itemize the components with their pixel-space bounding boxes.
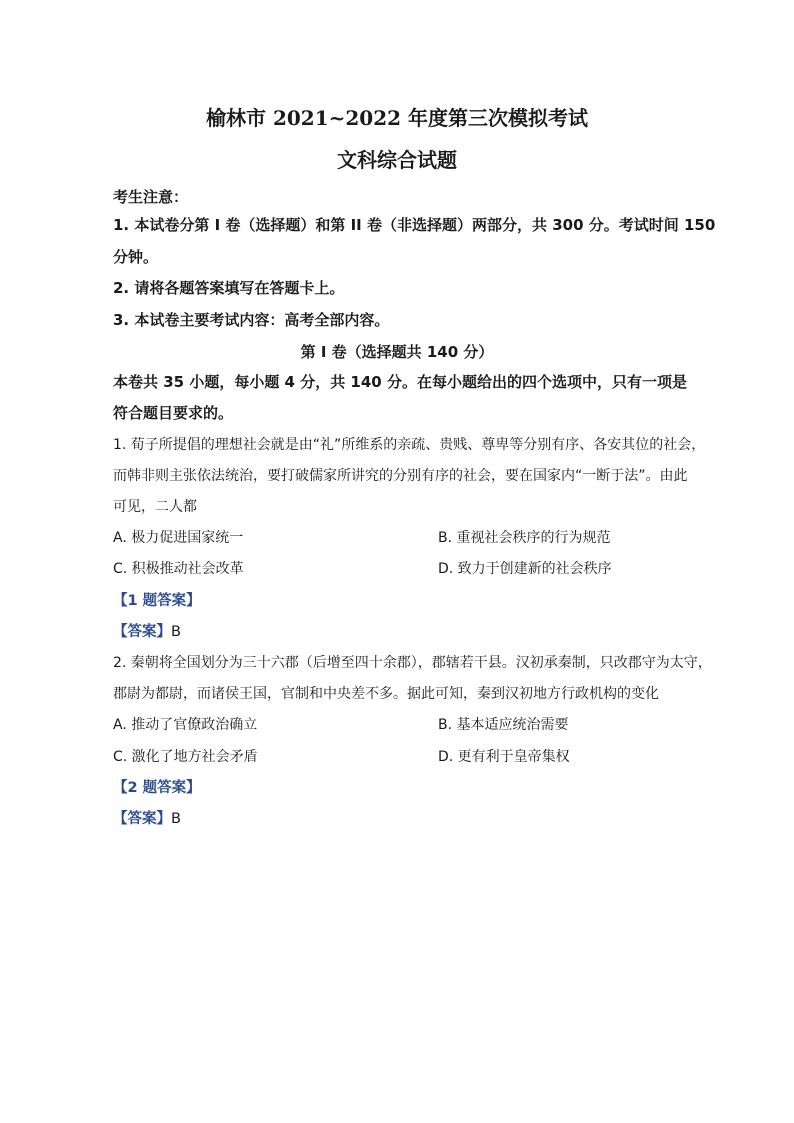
answer-tag-text: 【1 题答案】 bbox=[113, 593, 201, 609]
answer-label: 【答案】 bbox=[113, 811, 171, 827]
page-title: 榆林市 2021~2022 年度第三次模拟考试 bbox=[205, 106, 588, 130]
question-2-option-d: D. 更有利于皇帝集权 bbox=[438, 749, 570, 765]
question-2-answer bbox=[113, 808, 181, 830]
question-2-stem-line-2: 郡尉为都尉，而诸侯王国，官制和中央差不多。据此可知，秦到汉初地方行政机构的变化 bbox=[113, 686, 659, 702]
question-1-option-d: D. 致力于创建新的社会秩序 bbox=[438, 561, 612, 577]
question-1-stem-line-1: 1. 荀子所提倡的理想社会就是由“礼”所维系的亲疏、贵贱、尊卑等分别有序、各安其位的社会， bbox=[113, 437, 706, 453]
question-2-option-c: C. 激化了地方社会矛盾 bbox=[113, 749, 258, 765]
question-1-stem-line-3: 可见，二人都 bbox=[113, 499, 197, 515]
question-2-stem-line-1: 2. 秦朝将全国划分为三十六郡（后增至四十余郡），郡辖若干县。汉初承秦制，只改郡守为太守， bbox=[113, 655, 712, 671]
question-1-answer-tag bbox=[113, 590, 201, 612]
answer-value: B bbox=[171, 811, 181, 827]
question-2-answer-tag bbox=[113, 777, 201, 799]
page-subtitle: 文科综合试题 bbox=[337, 148, 457, 172]
notice-item-1: 1. 本试卷分第 I 卷（选择题）和第 II 卷（非选择题）两部分，共 300 分。考试时间 150 bbox=[113, 216, 716, 234]
question-1-option-b: B. 重视社会秩序的行为规范 bbox=[438, 530, 611, 546]
question-1-option-c: C. 积极推动社会改革 bbox=[113, 561, 244, 577]
section-intro-cont: 符合题目要求的。 bbox=[113, 404, 234, 422]
question-1-answer bbox=[113, 621, 181, 643]
section-intro: 本卷共 35 小题，每小题 4 分，共 140 分。在每小题给出的四个选项中，只有一项是 bbox=[113, 373, 687, 391]
question-2-option-b: B. 基本适应统治需要 bbox=[438, 717, 569, 733]
question-1-stem-line-2: 而韩非则主张依法统治，要打破儒家所讲究的分别有序的社会，要在国家内“一断于法”。由此 bbox=[113, 468, 688, 484]
notice-item-1-cont: 分钟。 bbox=[113, 248, 159, 266]
notice-heading: 考生注意： bbox=[113, 188, 189, 206]
notice-item-3: 3. 本试卷主要考试内容：高考全部内容。 bbox=[113, 311, 390, 329]
answer-tag-text: 【2 题答案】 bbox=[113, 780, 201, 796]
question-1-option-a: A. 极力促进国家统一 bbox=[113, 530, 244, 546]
question-2-option-a: A. 推动了官僚政治确立 bbox=[113, 717, 258, 733]
notice-item-2: 2. 请将各题答案填写在答题卡上。 bbox=[113, 279, 345, 297]
section-heading: 第 I 卷（选择题共 140 分） bbox=[300, 343, 494, 361]
answer-label: 【答案】 bbox=[113, 624, 171, 640]
answer-value: B bbox=[171, 624, 181, 640]
